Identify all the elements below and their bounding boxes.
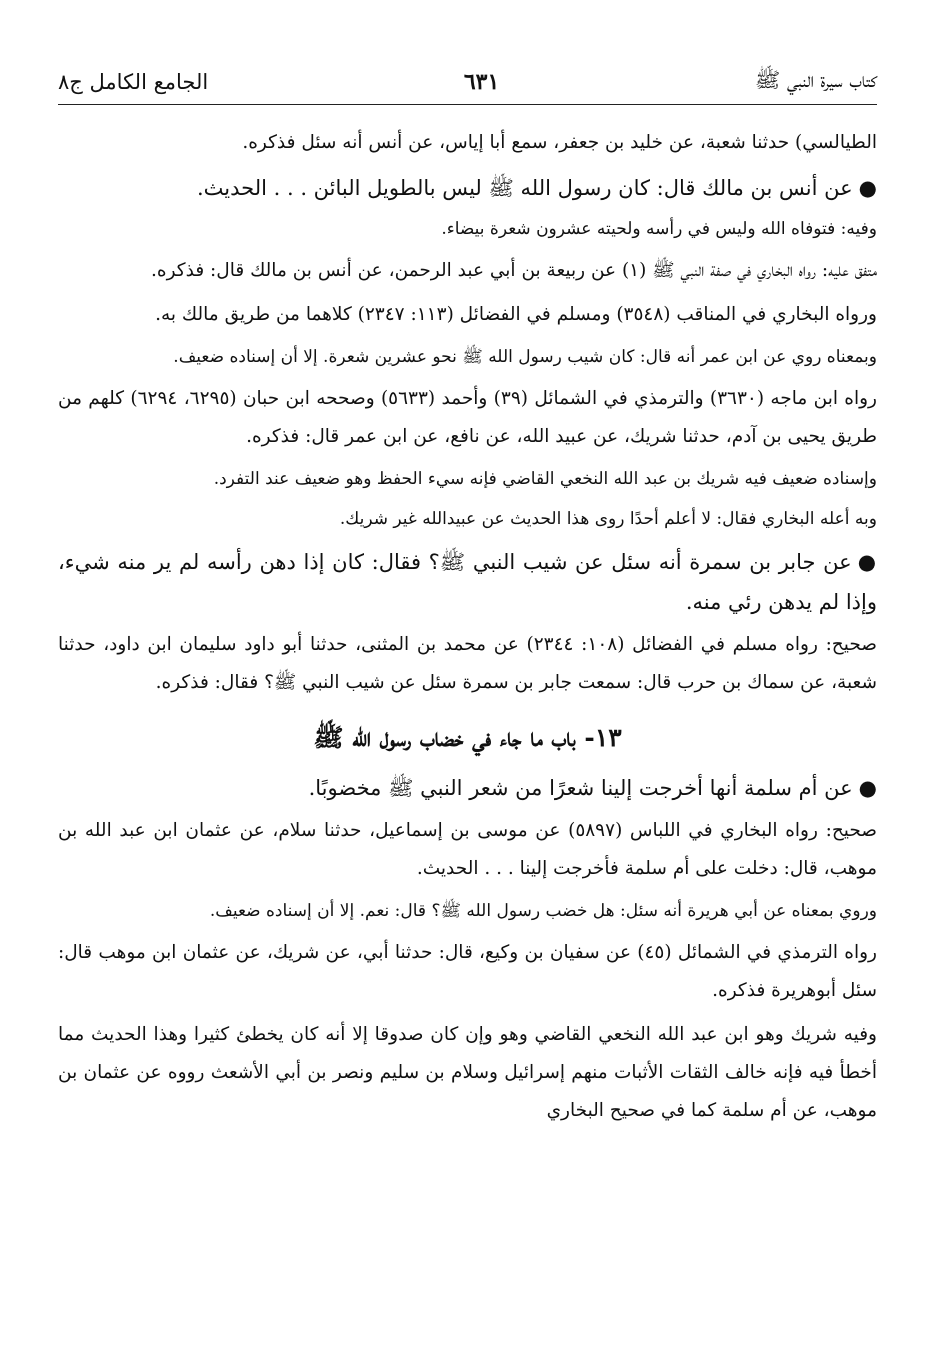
hadith-body: عن أم سلمة أنها أخرجت إلينا شعرًا من شعر النبي ﷺ مخضوبًا.	[308, 776, 853, 800]
paragraph: ورواه البخاري في المناقب (٣٥٤٨) ومسلم في الفضائل (١١٣: ٢٣٤٧) كلاهما من طريق مالك به.	[155, 304, 877, 325]
hadith-text	[58, 168, 877, 208]
page-header	[58, 60, 877, 105]
volume-title: الجامع الكامل ج٨	[58, 70, 209, 94]
bullet-icon: ●	[858, 775, 877, 800]
page-body	[58, 124, 877, 1136]
paragraph: صحيح: رواه مسلم في الفضائل (١٠٨: ٢٣٤٤) عن محمد بن المثنى، حدثنا أبو داود سليمان ابن داود، حدثنا شعبة، عن سماك بن حرب قال: سمعت جابر بن سمرة سئل عن شيب النبي ﷺ؟ فقال: فذكره.	[58, 634, 877, 693]
paragraph: وبه أعله البخاري فقال: لا أعلم أحدًا روى هذا الحديث عن عبيدالله غير شريك.	[339, 509, 877, 529]
paragraph: وإسناده ضعيف فيه شريك بن عبد الله النخعي القاضي فإنه سيء الحفظ وهو ضعيف عند التفرد.	[213, 469, 877, 489]
paragraph: وفيه شريك وهو ابن عبد الله النخعي القاضي وهو وإن كان صدوقا إلا أنه كان يخطئ كثيرا وهذا الحديث مما أخطأ فيه فإنه خالف الثقات الأثبات منهم إسرائيل وسلام بن سليم ونصر بن أبي الأشعث رووه عن عثمان بن موهب، عن أم سلمة كما في صحيح البخاري	[58, 1024, 877, 1121]
hadith-body: عن جابر بن سمرة أنه سئل عن شيب النبي ﷺ؟ فقال: كان إذا دهن رأسه لم ير منه شيء، وإذا لم يدهن رئي منه.	[58, 550, 877, 614]
paragraph: صحيح: رواه البخاري في اللباس (٥٨٩٧) عن موسى بن إسماعيل، حدثنا سلام، عن عثمان ابن عبد الله بن موهب، قال: دخلت على أم سلمة فأخرجت إلينا . . . الحديث.	[58, 820, 877, 879]
paragraph: متفق عليه: رواه البخاري في صفة النبي ﷺ (١) عن ربيعة بن أبي عبد الرحمن، عن أنس بن مالك قال: فذكره.	[151, 260, 877, 281]
paragraph: الطيالسي) حدثنا شعبة، عن خليد بن جعفر، سمع أبا إياس، عن أنس أنه سئل فذكره.	[242, 132, 877, 153]
chapter-heading: ١٣- باب ما جاء في خضاب رسول الله ﷺ	[313, 723, 622, 752]
paragraph: وروي بمعناه عن أبي هريرة أنه سئل: هل خضب رسول الله ﷺ؟ قال: نعم. إلا أن إسناده ضعيف.	[209, 901, 877, 921]
paragraph: وبمعناه روي عن ابن عمر أنه قال: كان شيب رسول الله ﷺ نحو عشرين شعرة. إلا أن إسناده ضعيف.	[173, 347, 877, 367]
bullet-icon: ●	[857, 549, 877, 574]
paragraph: رواه الترمذي في الشمائل (٤٥) عن سفيان بن وكيع، قال: حدثنا أبي، عن شريك، عن عثمان ابن موهب قال: سئل أبوهريرة فذكره.	[58, 942, 877, 1001]
bullet-icon: ●	[858, 175, 877, 200]
paragraph: رواه ابن ماجه (٣٦٣٠) والترمذي في الشمائل (٣٩) وأحمد (٥٦٣٣) وصححه ابن حبان (٦٢٩٥، ٦٢٩٤) كلهم من طريق يحيى بن آدم، حدثنا شريك، عن عبيد الله، عن نافع، عن ابن عمر قال: فذكره.	[58, 388, 877, 447]
page-number: ٦٣١	[463, 69, 500, 95]
book-title: كتاب سيرة النبي ﷺ	[754, 67, 877, 92]
hadith-text	[58, 542, 877, 622]
hadith-body: عن أنس بن مالك قال: كان رسول الله ﷺ ليس بالطويل البائن . . . الحديث.	[197, 176, 853, 200]
hadith-text	[58, 768, 877, 808]
paragraph: وفيه: فتوفاه الله وليس في رأسه ولحيته عشرون شعرة بيضاء.	[441, 219, 877, 239]
